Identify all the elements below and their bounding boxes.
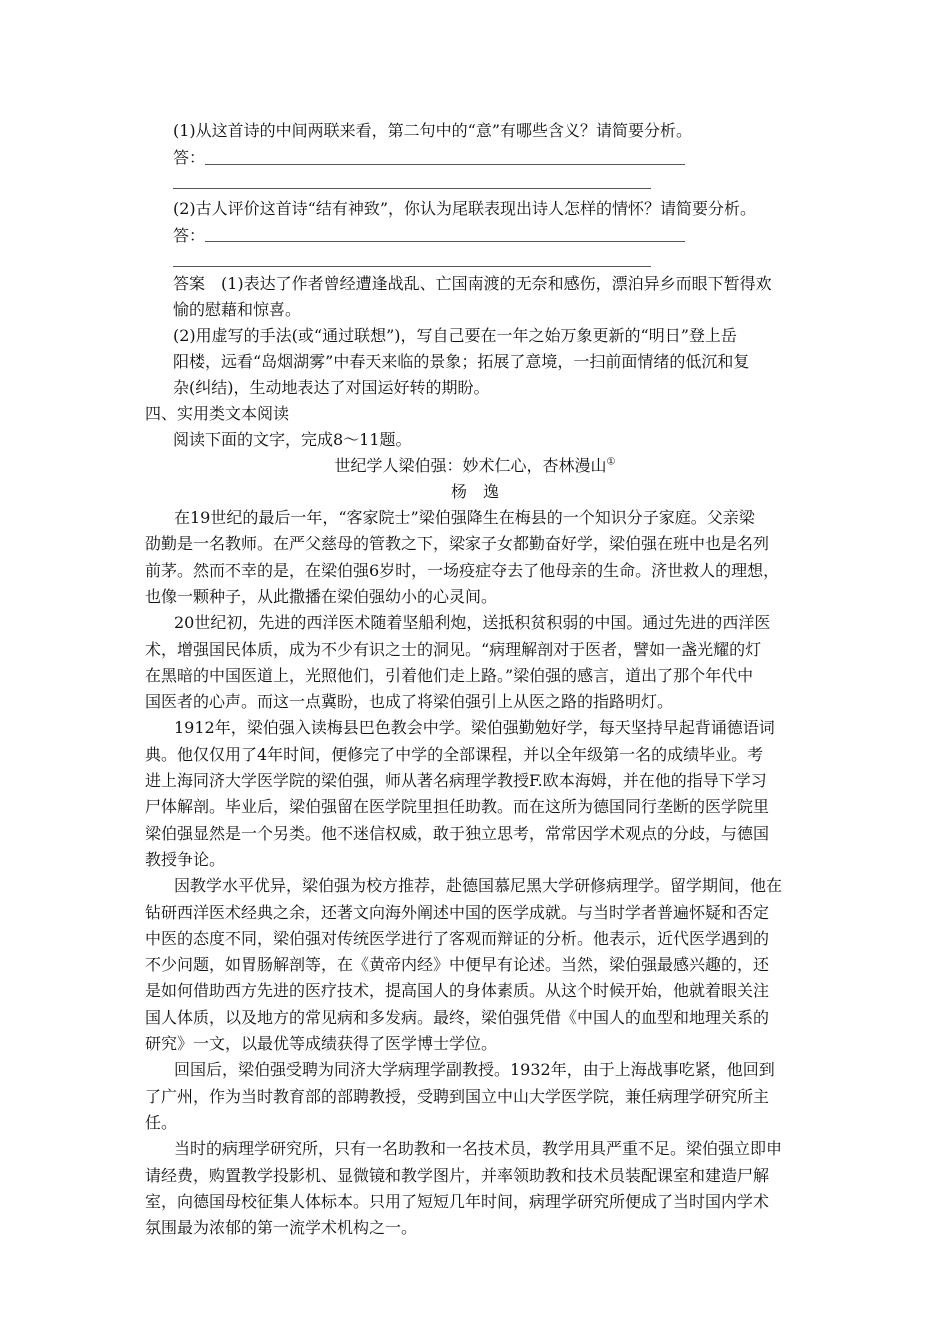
- answer-text-line: 阳楼，远看“岛烟湖雾”中春天来临的景象；拓展了意境，一扫前面情绪的低沉和复: [173, 352, 750, 371]
- article-line: 钻研西洋医术经典之余，还著文向海外阐述中国的医学成就。与当时学者普遍怀疑和否定: [145, 902, 770, 922]
- answer-label-1: 答：: [173, 148, 206, 167]
- article-line: 中医的态度不同，梁伯强对传统医学进行了客观而辩证的分析。他表示，近代医学遇到的: [145, 928, 770, 948]
- article-line: 氛围最为浓郁的第一流学术机构之一。: [145, 1218, 418, 1238]
- article-line: 也像一颗种子，从此撒播在梁伯强幼小的心灵间。: [145, 586, 498, 606]
- footnote-marker: ①: [606, 456, 616, 468]
- answer-line-1b: [173, 188, 651, 189]
- article-line: 在黑暗的中国医道上，光照他们，引着他们走上路。”梁伯强的感言，道出了那个年代中: [145, 665, 754, 685]
- article-line: 请经费，购置教学投影机、显微镜和教学图片，并率领助教和技术员装配课室和建造尸解: [145, 1165, 770, 1185]
- article-line: 术，增强国民体质，成为不少有识之士的洞见。“病理解剖对于医者，譬如一盏光耀的灯: [145, 639, 762, 659]
- answer-text-line: (2)用虚写的手法(或“通过联想”)，写自己要在一年之始万象更新的“明日”登上岳: [173, 326, 737, 345]
- article-line: 尸体解剖。毕业后，梁伯强留在医学院里担任助教。而在这所为德国同行垄断的医学院里: [145, 797, 770, 817]
- article-line: 研究》一文，以最优等成绩获得了医学博士学位。: [145, 1034, 498, 1053]
- answer-line-1a: [205, 164, 685, 165]
- article-author: 杨 逸: [450, 482, 499, 501]
- answer-line-2b: [173, 266, 651, 267]
- article-line: 是如何借助西方先进的医疗技术，提高国人的身体素质。从这个时候开始，他就着眼关注: [145, 981, 770, 1001]
- article-line: 当时的病理学研究所，只有一名助教和一名技术员，教学用具严重不足。梁伯强立即申: [174, 1139, 783, 1159]
- article-line: 前茅。然而不幸的是，在梁伯强6岁时，一场疫症夺去了他母亲的生命。济世救人的理想，: [145, 560, 780, 580]
- article-line: 典。他仅仅用了4年时间，便修完了中学的全部课程，并以全年级第一名的成绩毕业。考: [145, 744, 764, 764]
- article-line: 在19世纪的最后一年，“客家院士”梁伯强降生在梅县的一个知识分子家庭。父亲梁: [174, 508, 755, 527]
- answer-text-line: 愉的慰藉和惊喜。: [173, 300, 302, 319]
- article-line: 了广州，作为当时教育部的部聘教授，受聘到国立中山大学医学院，兼任病理学研究所主: [145, 1086, 770, 1106]
- answer-label-2: 答：: [173, 226, 206, 245]
- article-line: 1912年，梁伯强入读梅县巴色教会中学。梁伯强勤勉好学，每天坚持早起背诵德语词: [174, 718, 775, 738]
- article-line: 国医者的心声。而这一点冀盼，也成了将梁伯强引上从医之路的指路明灯。: [145, 692, 674, 712]
- article-line: 进上海同济大学医学院的梁伯强，师从著名病理学教授F.欧本海姆，并在他的指导下学习: [145, 771, 767, 790]
- section-heading: 四、实用类文本阅读: [145, 404, 290, 423]
- article-line: 教授争论。: [145, 849, 226, 869]
- answer-line-2a: [205, 241, 685, 242]
- section-instruction: 阅读下面的文字，完成8～11题。: [173, 430, 412, 449]
- article-line: 任。: [145, 1112, 178, 1132]
- article-title: [0, 453, 950, 480]
- article-title-text: 世纪学人梁伯强：妙术仁心，杏林漫山: [334, 456, 607, 475]
- article-line: 国人体质，以及地方的常见病和多发病。最终，梁伯强凭借《中国人的血型和地理关系的: [145, 1007, 770, 1027]
- question-2: (2)古人评价这首诗“结有神致”，你认为尾联表现出诗人怎样的情怀？请简要分析。: [173, 199, 757, 218]
- article-line: 劭勤是一名教师。在严父慈母的管教之下，梁家子女都勤奋好学，梁伯强在班中也是名列: [145, 534, 770, 554]
- article-line: 室，向德国母校征集人体标本。只用了短短几年时间，病理学研究所便成了当时国内学术: [145, 1191, 770, 1211]
- article-line: 20世纪初，先进的西洋医术随着坚船利炮，送抵积贫积弱的中国。通过先进的西洋医: [174, 613, 771, 633]
- answer-text-line: 答案 (1)表达了作者曾经遭逢战乱、亡国南渡的无奈和感伤，漂泊异乡而眼下暂得欢: [173, 274, 772, 293]
- article-line: 因教学水平优异，梁伯强为校方推荐，赴德国慕尼黑大学研修病理学。留学期间，他在: [174, 876, 783, 896]
- question-1: (1)从这首诗的中间两联来看，第二句中的“意”有哪些含义？请简要分析。: [173, 121, 693, 140]
- article-line: 回国后，梁伯强受聘为同济大学病理学副教授。1932年，由于上海战事吃紧，他回到: [174, 1060, 775, 1080]
- article-line: 不少问题，如胃肠解剖等，在《黄帝内经》中便早有论述。当然，梁伯强最感兴趣的，还: [145, 955, 770, 975]
- answer-text-line: 杂(纠结)，生动地表达了对国运好转的期盼。: [173, 378, 490, 397]
- article-line: 梁伯强显然是一个另类。他不迷信权威，敢于独立思考，常常因学术观点的分歧，与德国: [145, 823, 770, 843]
